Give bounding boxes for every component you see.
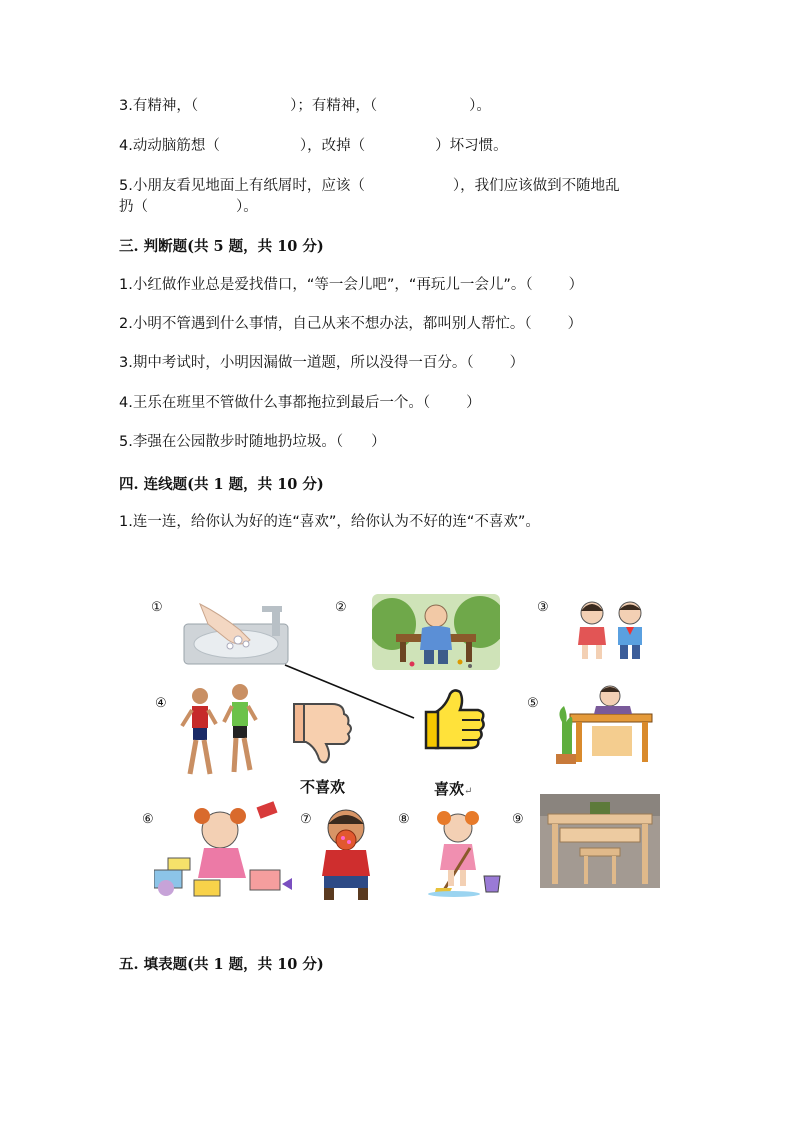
section-title: 三. 判断题(共 5 题，共 10 分)	[119, 238, 324, 255]
judge-item: 3.期中考试时，小明因漏做一道题，所以没得一百分。（ ）	[119, 355, 525, 371]
running-boys-image[interactable]	[180, 682, 262, 786]
fill-blank-q5-line2: 扔（ ）。	[119, 199, 258, 215]
fill-blank-q4: 4.动动脑筋想（ ），改掉（ ）坏习惯。	[119, 138, 508, 154]
section-title: 四. 连线题(共 1 题，共 10 分)	[119, 476, 324, 493]
connection-line	[280, 660, 420, 724]
item-number: ①	[151, 600, 163, 615]
fill-blank-q3: 3.有精神，（ ）；有精神，（ ）。	[119, 98, 491, 114]
messy-room-girl-image[interactable]	[154, 800, 294, 898]
judge-item: 4.王乐在班里不管做什么事都拖拉到最后一个。（ ）	[119, 395, 481, 411]
judge-item: 1.小红做作业总是爱找借口，“等一会儿吧”，“再玩儿一会儿”。（ ）	[119, 277, 584, 293]
judge-item: 5.李强在公园散步时随地扔垃圾。（ ）	[119, 434, 386, 450]
washing-hands-image[interactable]	[180, 600, 295, 672]
sleeping-at-desk-image[interactable]	[552, 682, 656, 768]
eating-boy-image[interactable]	[316, 806, 376, 902]
littering-man-image[interactable]	[372, 594, 500, 670]
item-number: ⑤	[527, 696, 539, 711]
thumbs-up-icon[interactable]	[422, 686, 488, 752]
dislike-label: 不喜欢	[300, 778, 346, 796]
item-number: ③	[537, 600, 549, 615]
tidy-desk-image[interactable]	[540, 794, 660, 888]
return-mark: ↵	[464, 786, 473, 797]
item-number: ⑨	[512, 812, 524, 827]
two-children-image[interactable]	[568, 597, 654, 663]
section-title: 五. 填表题(共 1 题，共 10 分)	[119, 956, 324, 973]
item-number: ⑥	[142, 812, 154, 827]
girl-mopping-image[interactable]	[424, 806, 504, 898]
fill-blank-q5-line1: 5.小朋友看见地面上有纸屑时，应该（ ），我们应该做到不随地乱	[119, 178, 620, 194]
item-number: ④	[155, 696, 167, 711]
item-number: ⑦	[300, 812, 312, 827]
like-label: 喜欢↵	[434, 780, 473, 798]
judge-item: 2.小明不管遇到什么事情，自己从来不想办法，都叫别人帮忙。（ ）	[119, 316, 583, 332]
item-number: ⑧	[398, 812, 410, 827]
item-number: ②	[335, 600, 347, 615]
question-text: 1.连一连，给你认为好的连“喜欢”，给你认为不好的连“不喜欢”。	[119, 514, 540, 530]
